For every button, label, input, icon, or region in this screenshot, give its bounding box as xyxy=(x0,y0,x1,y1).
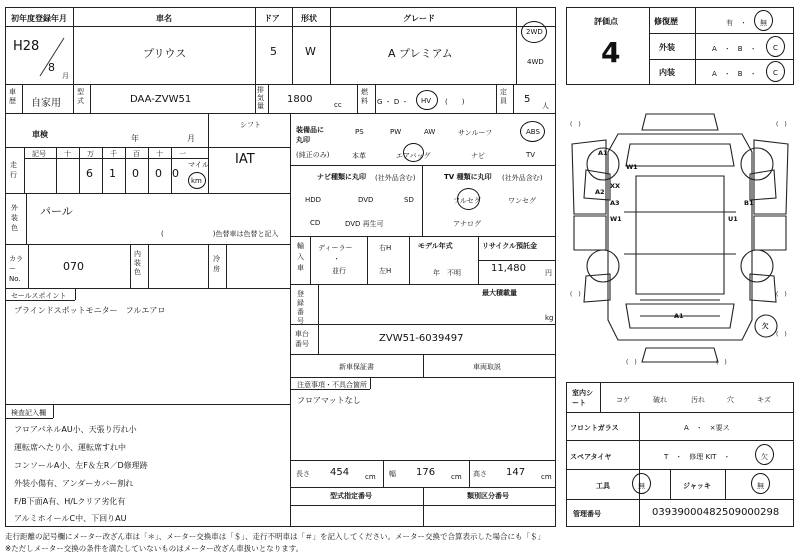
svg-text:( ): ( ) xyxy=(716,359,727,366)
doors-value: 5 xyxy=(270,45,277,58)
equipment-airbag-circle xyxy=(403,143,424,162)
exterior-circle xyxy=(766,36,785,57)
svg-text:( ): ( ) xyxy=(776,121,787,128)
caution-label: 注意事項・不具合箇所 xyxy=(297,381,367,389)
mileage-km-circle xyxy=(188,172,206,189)
exterior-label: 外装 xyxy=(659,43,675,52)
navi-dvd: DVD xyxy=(358,196,374,204)
navi-label: ナビ種類に丸印 xyxy=(317,173,366,181)
color-no-value: 070 xyxy=(63,260,84,273)
navi-hdd: HDD xyxy=(305,196,322,204)
interior-selected: C xyxy=(773,69,778,77)
mileage-digit: 1 xyxy=(109,167,116,180)
width-value: 176 xyxy=(416,467,436,478)
jack-selected: 無 xyxy=(757,482,764,490)
equipment-tv: TV xyxy=(526,151,536,159)
fuel-other: ( ) xyxy=(445,98,465,106)
sales-point-text: ブラインドスポットモニター フルエアロ xyxy=(14,306,166,315)
warranty-label: 新車保証書 xyxy=(339,363,374,371)
car-name-label: 車名 xyxy=(156,14,172,23)
spare-label: スペアタイヤ xyxy=(570,453,612,461)
model-year-value: 年 不明 xyxy=(433,269,461,277)
height-unit: cm xyxy=(541,473,552,481)
cooler-label: 冷房 xyxy=(213,255,220,273)
right-hand-label: 右H xyxy=(379,244,392,252)
seat-label: 室内シート xyxy=(572,389,593,407)
mileage-unit-3: 百 xyxy=(133,150,140,158)
map-mark: 欠 xyxy=(762,322,769,330)
car-name: プリウス xyxy=(143,47,187,60)
seat-item: 汚れ xyxy=(691,396,705,404)
fuel-options: G ・ D ・ xyxy=(377,98,409,106)
max-load-label: 最大積載量 xyxy=(482,289,517,297)
recycle-value: 11,480 xyxy=(491,263,526,274)
seat-item: 破れ xyxy=(653,396,667,404)
map-mark: U1 xyxy=(728,215,738,223)
vehicle-type-label: 車歴 xyxy=(9,88,16,105)
tv-fullseg-circle xyxy=(457,188,480,210)
color-note: ( )色替車は色替と記入 xyxy=(161,230,279,238)
map-mark: W1 xyxy=(626,163,638,171)
tv-fullseg: フルセグ xyxy=(453,197,481,205)
width-label: 幅 xyxy=(389,470,396,478)
footer-note-1: 走行距離の記号欄にメーター改ざん車は「＊」、メーター交換車は「＄」、走行不明車は「＃」を記入してください。メーター交換で合算表示した場合にも「＄」 xyxy=(5,532,545,541)
color-value: パール xyxy=(40,205,73,218)
grade-value: A プレミアム xyxy=(388,47,453,60)
mileage-unit-5: 一 xyxy=(179,150,186,158)
capacity-value: 5 xyxy=(524,94,531,105)
glass-value: A ・ ×要ス xyxy=(684,424,730,432)
footer-note-2: ※ただしメーター交換の条件を満たしていないものはメーター改ざん車扱いとなります。 xyxy=(5,544,304,553)
shift-label: シフト xyxy=(240,121,261,129)
drive-4wd: 4WD xyxy=(527,58,544,66)
import-label: 輸入車 xyxy=(297,242,304,272)
color-label: 外装色 xyxy=(11,204,18,232)
map-mark: B1 xyxy=(744,199,754,207)
mileage-digit: 0 xyxy=(172,167,179,180)
width-unit: cm xyxy=(451,473,462,481)
length-unit: cm xyxy=(365,473,376,481)
dealer-dot: ・ xyxy=(333,255,340,263)
inspection-note: フロアパネルAU小、天張り汚れ小 xyxy=(14,425,137,434)
navi-sub: (社外品含む) xyxy=(375,174,416,182)
displacement-label: 排気量 xyxy=(257,86,264,110)
equipment-abs: ABS xyxy=(526,128,540,136)
map-mark: A2 xyxy=(595,188,605,196)
fuel-label: 燃料 xyxy=(361,88,368,105)
model-year-label: モデル年式 xyxy=(418,242,453,250)
chassis-label: 車台番号 xyxy=(295,330,309,348)
equipment-label: 装備品に丸印 xyxy=(296,126,324,144)
inspection-year-unit: 年 xyxy=(131,134,139,143)
category-label: 類別区分番号 xyxy=(467,492,509,500)
inspection-note: 運転席へたり小、運転席すれ中 xyxy=(14,443,126,452)
repair-value: 有 ・ xyxy=(726,19,747,27)
capacity-label: 定員 xyxy=(500,88,507,105)
max-load-unit: kg xyxy=(545,314,554,322)
repair-label: 修復歴 xyxy=(654,17,678,26)
grade-label: グレード xyxy=(403,14,435,23)
drive-2wd-circle xyxy=(521,21,547,43)
svg-text:( ): ( ) xyxy=(626,359,637,366)
chassis-value: ZVW51-6039497 xyxy=(379,333,464,344)
map-mark: W1 xyxy=(610,215,622,223)
svg-text:( ): ( ) xyxy=(776,331,787,338)
tv-sub: (社外品含む) xyxy=(502,174,543,182)
tv-analog: アナログ xyxy=(453,220,481,228)
shift-value: IAT xyxy=(235,152,255,167)
mileage-digit: 0 xyxy=(155,167,162,180)
inspection-note: 外装小傷有、アンダーカバー割れ xyxy=(14,479,134,488)
vehicle-type: 自家用 xyxy=(31,98,61,109)
left-hand-label: 左H xyxy=(379,267,392,275)
displacement-unit: cc xyxy=(334,101,342,109)
equipment-aw: AW xyxy=(424,128,436,136)
displacement-value: 1800 xyxy=(287,94,313,105)
repair-selected: 無 xyxy=(760,19,767,27)
spare-value: T ・ 修理 KIT ・ xyxy=(664,453,731,461)
interior-label: 内装 xyxy=(659,68,675,77)
map-mark: A1 xyxy=(598,149,608,157)
spare-circle xyxy=(755,444,774,465)
repair-circle xyxy=(754,10,773,31)
map-mark: A1 xyxy=(674,312,684,320)
dealer-label: ディーラー xyxy=(318,244,353,252)
height-label: 高さ xyxy=(473,470,487,478)
inspection-note: アルミホイールC中、下回りAU xyxy=(14,514,127,523)
fuel-hv-circle xyxy=(416,90,438,110)
drive-2wd: 2WD xyxy=(526,28,543,36)
color-no-label: カラーNo. xyxy=(9,255,23,283)
mileage-unit-2: 千 xyxy=(110,150,117,158)
interior-circle xyxy=(766,61,785,82)
mileage-prefix: 記号 xyxy=(32,150,46,158)
mileage-unit-0: 十 xyxy=(64,150,71,158)
navi-cd: CD xyxy=(310,219,321,227)
svg-text:( ): ( ) xyxy=(776,291,787,298)
mileage-mile: マイル xyxy=(188,161,209,169)
shape-value: W xyxy=(305,45,316,58)
tools-circle xyxy=(632,473,651,494)
map-mark: XX xyxy=(610,182,621,190)
navi-dvd-play: DVD 再生可 xyxy=(345,220,384,228)
length-label: 長さ xyxy=(296,470,310,478)
caution-value: フロアマットなし xyxy=(297,396,361,405)
inspection-notes-label: 検査記入欄 xyxy=(11,409,46,417)
car-damage-map xyxy=(566,104,794,372)
equipment-navi: ナビ xyxy=(471,152,485,160)
mileage-unit-1: 万 xyxy=(87,150,94,158)
first-reg-month: 8 xyxy=(48,61,55,74)
jack-label: ジャッキ xyxy=(683,482,711,490)
sales-point-label: セールスポイント xyxy=(11,292,67,300)
doors-label: ドア xyxy=(264,14,280,23)
inspection-label: 車検 xyxy=(32,130,48,139)
equipment-pw: PW xyxy=(390,128,402,136)
recycle-unit: 円 xyxy=(545,269,552,277)
inspection-note: コンソールA小、左F＆左R／D修理跡 xyxy=(14,461,148,470)
seat-item: コゲ xyxy=(616,396,630,404)
tv-oneseg: ワンセグ xyxy=(508,197,536,205)
capacity-unit: 人 xyxy=(542,102,549,110)
length-value: 454 xyxy=(330,467,350,478)
seat-item: 穴 xyxy=(727,396,734,404)
mileage-label: 走行 xyxy=(10,161,17,179)
fuel-selected: HV xyxy=(421,97,432,105)
tv-label: TV 種類に丸印 xyxy=(444,173,492,181)
score-label: 評価点 xyxy=(594,17,618,26)
navi-sd: SD xyxy=(404,196,414,204)
height-value: 147 xyxy=(506,467,526,478)
equipment-abs-circle xyxy=(520,121,545,142)
interior-color-label: 内装色 xyxy=(134,250,141,276)
shape-label: 形状 xyxy=(301,14,317,23)
control-no-label: 管理番号 xyxy=(573,510,601,518)
model-label: 型式 xyxy=(77,88,84,105)
tools-selected: 無 xyxy=(638,482,645,490)
svg-text:( ): ( ) xyxy=(570,121,581,128)
equipment-sunroof: サンルーフ xyxy=(458,129,493,137)
first-reg-era-year: H28 xyxy=(13,39,40,54)
equipment-airbag: エアバッグ xyxy=(396,152,431,160)
control-no-value: 03939000482509000298 xyxy=(652,507,780,518)
equipment-sub: (純正のみ) xyxy=(296,151,330,159)
mileage-km: km xyxy=(191,177,202,185)
equipment-leather: 本革 xyxy=(352,152,366,160)
first-reg-month-unit: 月 xyxy=(62,72,69,80)
map-mark: A3 xyxy=(610,199,620,207)
mileage-digit: 6 xyxy=(86,167,93,180)
exterior-selected: C xyxy=(773,44,778,52)
recycle-label: リサイクル預託金 xyxy=(482,242,538,250)
exterior-value: A ・ B ・ xyxy=(712,45,757,53)
equipment-ps: PS xyxy=(355,128,364,136)
score-value: 4 xyxy=(601,36,621,69)
type-designation-label: 型式指定番号 xyxy=(330,492,372,500)
first-reg-label: 初年度登録年月 xyxy=(11,14,67,23)
seat-item: キズ xyxy=(757,396,771,404)
parallel-label: 並行 xyxy=(332,267,346,275)
mileage-digit: 0 xyxy=(132,167,139,180)
inspection-note: F/B下面A有、H/Lクリア劣化有 xyxy=(14,497,126,506)
jack-circle xyxy=(751,473,770,494)
reg-no-label: 登録番号 xyxy=(297,290,304,325)
mileage-unit-4: 十 xyxy=(156,150,163,158)
manual-label: 車両取説 xyxy=(473,363,501,371)
model-value: DAA-ZVW51 xyxy=(130,94,192,105)
tools-label: 工具 xyxy=(596,482,610,490)
svg-text:( ): ( ) xyxy=(570,291,581,298)
interior-value: A ・ B ・ xyxy=(712,70,757,78)
spare-selected: 欠 xyxy=(761,453,768,461)
inspection-month-unit: 月 xyxy=(187,134,195,143)
glass-label: フロントガラス xyxy=(570,424,619,432)
